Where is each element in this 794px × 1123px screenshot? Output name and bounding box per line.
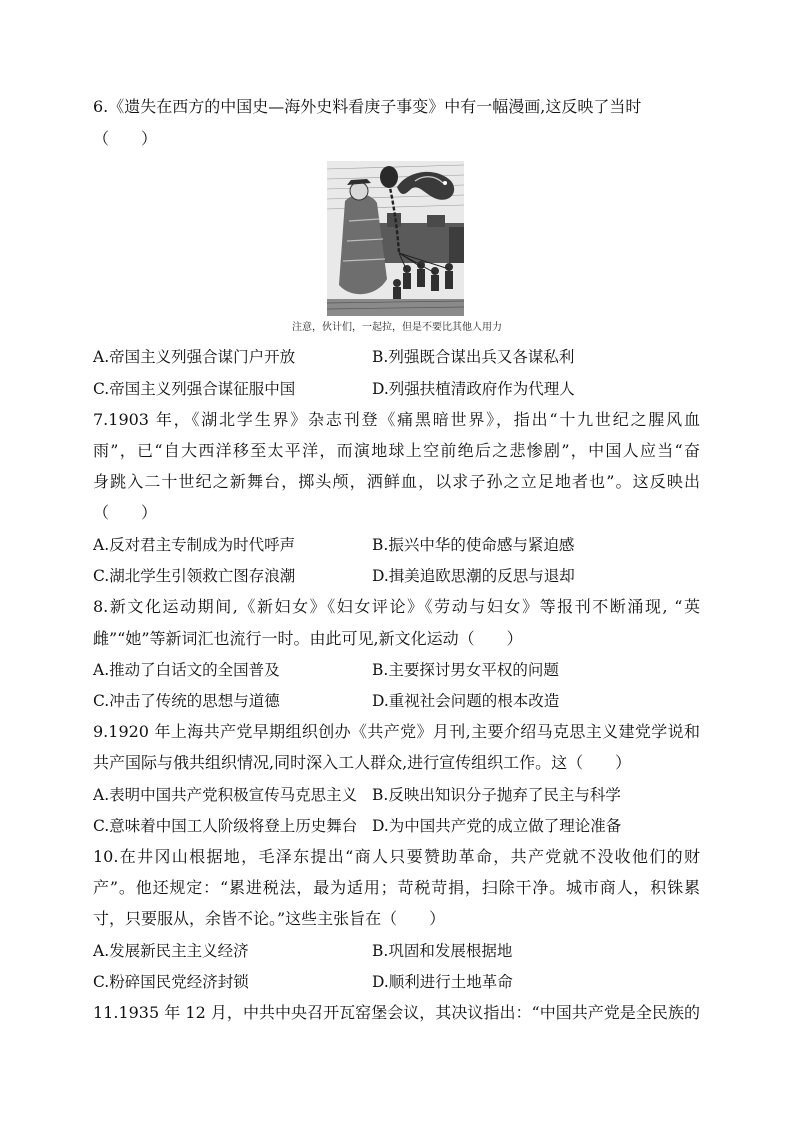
- q7-stem-line1: 7.1903 年，《湖北学生界》杂志刊登《痛黑暗世界》，指出“十九世纪之腥风血: [93, 410, 700, 429]
- q10-stem-line2: 产”。他还规定：“累进税法，最为适用；苛税苛捐，扫除干净。城市商人，积铢累: [93, 878, 700, 897]
- q10-option-d[interactable]: D.顺利进行土地革命: [372, 973, 513, 991]
- q7-stem-line2: 雨”，已“自大西洋移至太平洋，而演地球上空前绝后之悲惨剧”，中国人应当“奋: [93, 441, 700, 460]
- q10-stem-line3: 寸，只要服从，余皆不论。”这些主张旨在（ ）: [93, 909, 446, 928]
- q8-option-d[interactable]: D.重视社会问题的根本改造: [372, 692, 560, 710]
- q6-option-b[interactable]: B.列强既合谋出兵又各谋私利: [372, 348, 575, 366]
- q7-option-b[interactable]: B.振兴中华的使命感与紧迫感: [372, 536, 575, 554]
- q6-option-d[interactable]: D.列强扶植清政府作为代理人: [372, 380, 575, 398]
- q8-option-c[interactable]: C.冲击了传统的思想与道德: [93, 692, 280, 710]
- q7-stem-line3: 身跳入二十世纪之新舞台，掷头颅，洒鲜血，以求子孙之立足地者也”。这反映出: [93, 472, 700, 491]
- q9-option-c[interactable]: C.意味着中国工人阶级将登上历史舞台: [93, 817, 358, 835]
- q9-option-a[interactable]: A.表明中国共产党积极宣传马克思主义: [93, 786, 358, 804]
- q6-answer-paren: （ ）: [93, 129, 158, 148]
- q9-stem-line1: 9.1920 年上海共产党早期组织创办《共产党》月刊,主要介绍马克思主义建党学说和: [93, 722, 700, 741]
- q9-option-d[interactable]: D.为中国共产党的成立做了理论准备: [372, 817, 622, 835]
- q10-option-c[interactable]: C.粉碎国民党经济封锁: [93, 973, 249, 991]
- q10-option-b[interactable]: B.巩固和发展根据地: [372, 942, 513, 960]
- q10-option-a[interactable]: A.发展新民主主义经济: [93, 942, 249, 960]
- q9-option-b[interactable]: B.反映出知识分子抛弃了民主与科学: [372, 786, 621, 804]
- q9-stem-line2: 共产国际与俄共组织情况,同时深入工人群众,进行宣传组织工作。这（ ）: [93, 753, 632, 772]
- q8-stem-line2: 雌”“她”等新词汇也流行一时。由此可见,新文化运动（ ）: [93, 629, 523, 648]
- q8-option-b[interactable]: B.主要探讨男女平权的问题: [372, 661, 559, 679]
- q10-stem-line1: 10.在井冈山根据地，毛泽东提出“商人只要赞助革命，共产党就不没收他们的财: [93, 847, 700, 866]
- q7-option-a[interactable]: A.反对君主专制成为时代呼声: [93, 536, 296, 554]
- q6-stem: 6.《遗失在西方的中国史—海外史料看庚子事变》中有一幅漫画,这反映了当时: [93, 97, 642, 116]
- q11-stem-line1: 11.1935 年 12 月，中共中央召开瓦窑堡会议，其决议指出：“中国共产党是全民族的: [93, 1003, 700, 1022]
- q6-option-c[interactable]: C.帝国主义列强合谋征服中国: [93, 380, 296, 398]
- q8-stem-line1: 8.新文化运动期间,《新妇女》《妇女评论》《劳动与妇女》等报刊不断涌现, “英: [93, 597, 700, 616]
- q6-option-a[interactable]: A.帝国主义列强合谋门户开放: [93, 348, 296, 366]
- q7-option-c[interactable]: C.湖北学生引领救亡图存浪潮: [93, 567, 296, 585]
- q8-option-a[interactable]: A.推动了白话文的全国普及: [93, 661, 280, 679]
- q7-answer-paren: （ ）: [93, 503, 158, 522]
- cartoon-illustration: [327, 161, 464, 316]
- q7-option-d[interactable]: D.揖美追欧思潮的反思与退却: [372, 567, 575, 585]
- figure-caption: 注意，伙计们，一起拉，但是不要比其他人用力: [292, 322, 502, 333]
